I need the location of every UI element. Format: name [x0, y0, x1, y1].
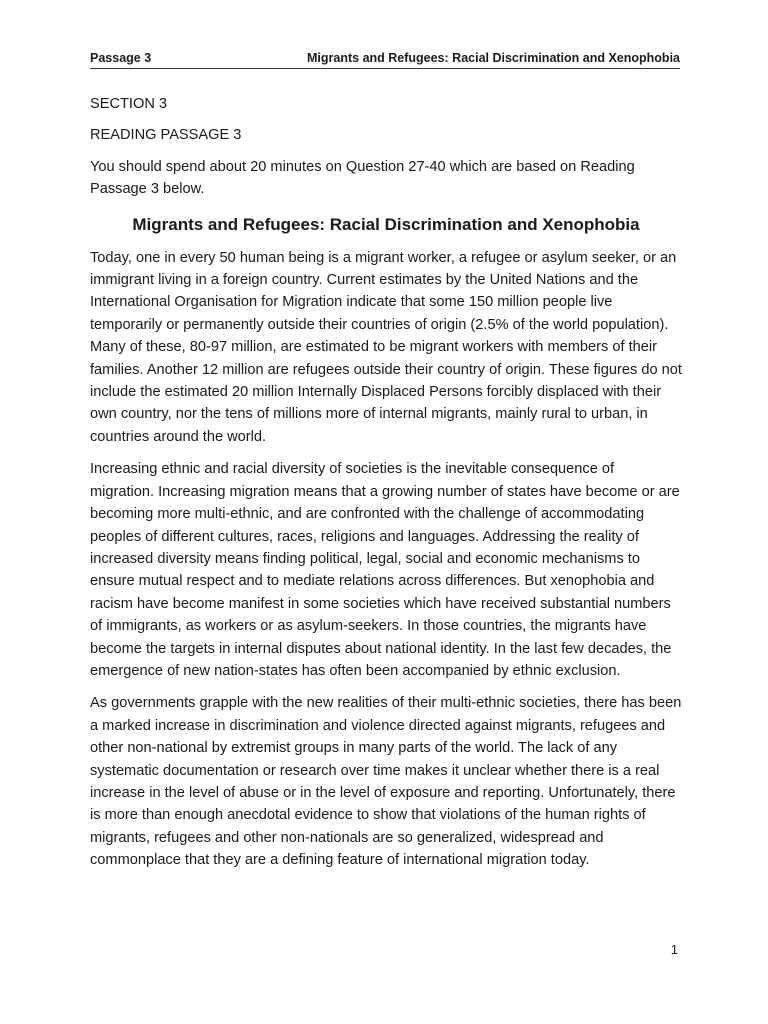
page-number: 1: [670, 942, 678, 957]
passage-body: [90, 247, 682, 872]
running-header: [90, 46, 680, 69]
paragraph-2: Increasing ethnic and racial diversity of societies is the inevitable consequence of migration. Increasing migration means that a growing number of states have become or are becoming more multi-ethnic, and are confronted with the challenge of accommodating peoples of different cultures, races, religions and languages. Addressing the reality of increased diversity means finding political, legal, social and economic mechanisms to ensure mutual respect and to mediate relations across differences. But xenophobia and racism have become manifest in some societies which have received substantial numbers of immigrants, as workers or as asylum-seekers. In those countries, the migrants have become the targets in internal disputes about national identity. In the last few decades, the emergence of new nation-states has often been accompanied by ethnic exclusion.: [90, 461, 680, 679]
passage-title: Migrants and Refugees: Racial Discrimination and Xenophobia: [132, 214, 640, 234]
header-passage-label: Passage 3: [90, 51, 152, 65]
paragraph-3: As governments grapple with the new realities of their multi-ethnic societies, there has been a marked increase in discrimination and violence directed against migrants, refugees and other non-national by extremist groups in many parts of the world. The lack of any systematic documentation or research over time makes it unclear whether there is a real increase in the level of abuse or in the level of exposure and reporting. Unfortunately, there is more than enough anecdotal evidence to show that violations of the human rights of migrants, refugees and other non-nationals are so generalized, widespread and commonplace that they are a defining feature of international migration today.: [90, 695, 682, 869]
header-title: Migrants and Refugees: Racial Discrimination and Xenophobia: [307, 51, 680, 65]
document-content: [90, 93, 682, 882]
instructions: You should spend about 20 minutes on Question 27-40 which are based on Reading Passage 3 below.: [90, 158, 635, 198]
paragraph-1: Today, one in every 50 human being is a migrant worker, a refugee or asylum seeker, or an immigrant living in a foreign country. Current estimates by the United Nations and the International Organisation for Migration indicate that some 150 million people live temporarily or permanently outside their countries of origin (2.5% of the world population). Many of these, 80-97 million, are estimated to be migrant workers with members of their families. Another 12 million are refugees outside their country of origin. These figures do not include the estimated 20 million Internally Displaced Persons forcibly displaced with their own country, nor the tens of millions more of internal migrants, mainly rural to urban, in countries around the world.: [90, 249, 682, 445]
passage-label: READING PASSAGE 3: [90, 127, 242, 144]
section-label: SECTION 3: [90, 96, 168, 112]
